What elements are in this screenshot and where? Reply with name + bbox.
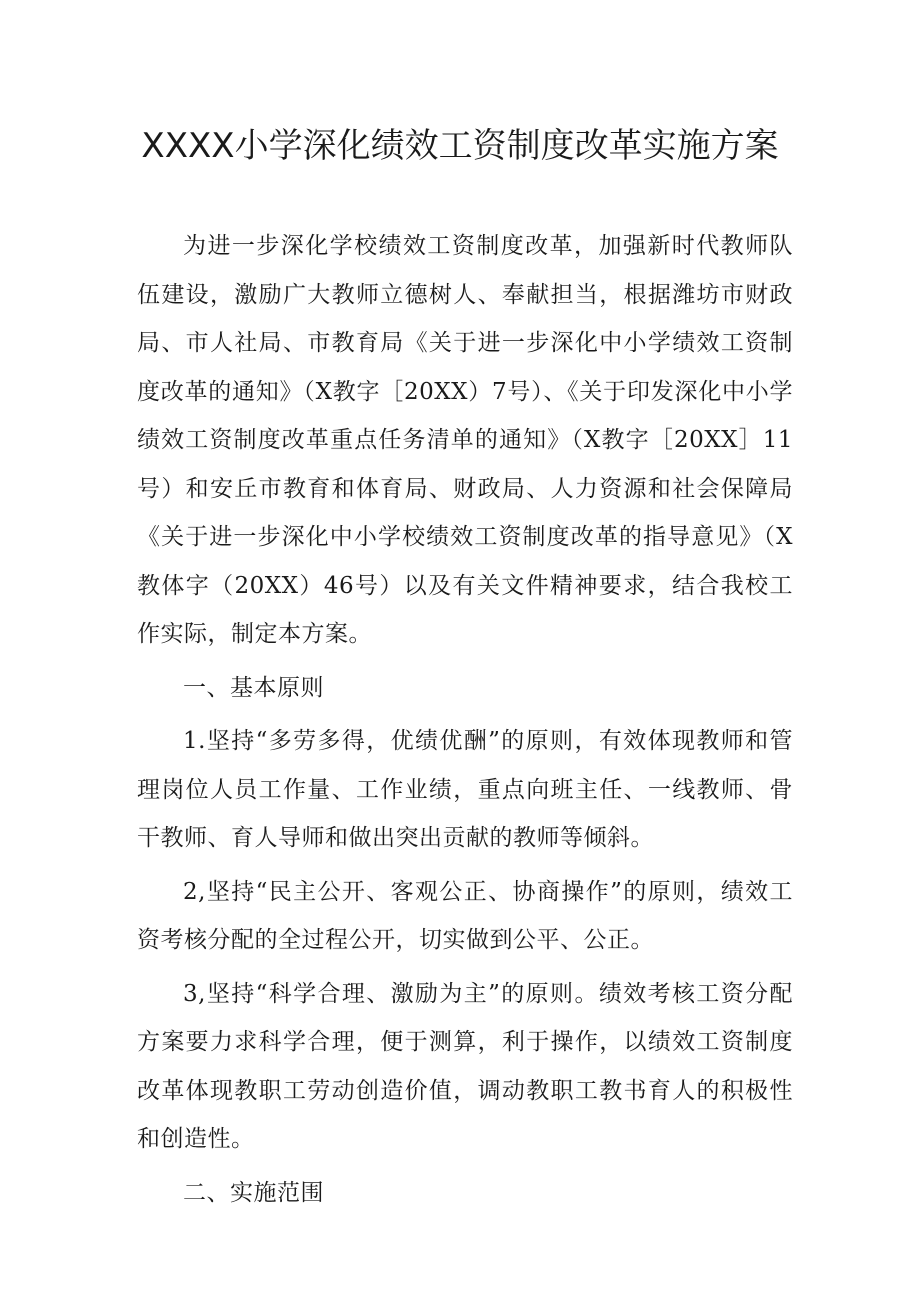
section-heading-scope: 二、实施范围 bbox=[183, 1179, 324, 1206]
principle-paragraph-1: 1.坚持“多劳多得，优绩优酬”的原则，有效体现教师和管理岗位人员工作量、工作业绩，重点向班主任、一线教师、骨干教师、育人导师和做出突出贡献的教师等倾斜。 bbox=[137, 728, 793, 851]
principle-paragraph-3: 3,坚持“科学合理、激励为主”的原则。绩效考核工资分配方案要力求科学合理，便于测算，利于操作，以绩效工资制度改革体现教职工劳动创造价值，调动教职工教书育人的积极性和创造性。 bbox=[137, 980, 793, 1152]
section-heading-basic-principles: 一、基本原则 bbox=[183, 674, 324, 701]
document-title: XXXX小学深化绩效工资制度改革实施方案 bbox=[141, 126, 779, 166]
principle-paragraph-2: 2,坚持“民主公开、客观公正、协商操作”的原则，绩效工资考核分配的全过程公开，切实做到公平、公正。 bbox=[137, 878, 793, 953]
document-body bbox=[137, 222, 793, 1217]
intro-paragraph: 为进一步深化学校绩效工资制度改革，加强新时代教师队伍建设，激励广大教师立德树人、奉献担当，根据潍坊市财政局、市人社局、市教育局《关于进一步深化中小学绩效工资制度改革的通知》（X教字［20XX）7号）、《关于印发深化中小学绩效工资制度改革重点任务清单的通知》（X教字［20XX］11号）和安丘市教育和体育局、财政局、人力资源和社会保障局《关于进一步深化中小学校绩效工资制度改革的指导意见》（X教体字（20XX）46号）以及有关文件精神要求，结合我校工作实际，制定本方案。 bbox=[137, 233, 793, 647]
